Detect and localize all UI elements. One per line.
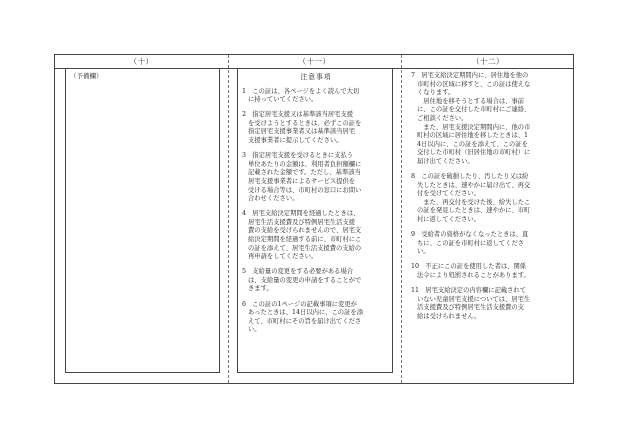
column-header-10: （十） xyxy=(129,57,154,66)
reserve-label: （予備欄） xyxy=(70,72,103,80)
column-header-12: （十二） xyxy=(472,57,504,66)
note-item: 1 この証は、各ページをよく読んで大切 に持っていてください。 xyxy=(242,87,360,104)
reserve-box xyxy=(65,68,220,373)
note-item: 6 この証の1ページの記載事項に変更が あったときは、14日以内に、この証を添 えて、市町村にその旨を届け出てくださ い。 xyxy=(242,300,363,334)
note-item: 11 居宅支給決定の内容欄に記載されて いない児童居宅支援については、居宅生 活支援費及び特例居宅生活支援費の支 給は受けられません。 xyxy=(411,287,531,320)
notes-column xyxy=(242,73,390,341)
note-item: 8 この証を破損したり、汚したり又は紛 失したときは、速やかに届け出て、再交 付を受けてください。 また、再交付を受けた後、紛失したこ の証を発見したときは、速やかに、市町 村に返してください。 xyxy=(411,173,531,223)
note-item: 7 居宅支給決定期間内に、居住地を他の 市町村の区域に移すと、この証は使えな くなります。 居住地を移そうとする場合は、事前 に、この証を交付した市町村にご連絡、 ご相談ください。 また、居宅支援決定期間内に、他の市 町村の区域に居住地を移したときは、1 4日以内に、この証を添えて、この証を 交付した市町村（旧居住地の市町村）に 届け出てください。 xyxy=(411,72,531,165)
notes-title: 注意事項 xyxy=(300,73,332,81)
note-item: 2 指定居宅支援又は基準該当居宅支援 を受けようとするときは、必ずこの証を 指定居宅支援事業者又は基準該当居宅 支援事業者に提示してください。 xyxy=(242,111,362,145)
note-item: 10 不正にこの証を使用した者は、関係 法令により処罰されることがあります。 xyxy=(411,263,530,279)
note-item: 4 居宅支給決定期間を経過したときは、 居宅生活支援費及び特例居宅生活支援 費の支給を受けられませんので、居宅支 給決定期間を経過する前に、市町村にこ の証を添えて、居宅生活支援費の支給の 再申請をしてください。 xyxy=(242,210,362,261)
column-divider xyxy=(401,55,402,383)
notes-continued-column xyxy=(411,72,567,328)
note-item: 5 支給量の変更をする必要がある場合 は、支給量の変更の申請をすることがで きます。 xyxy=(242,268,362,293)
certificate-sheet xyxy=(54,54,574,384)
column-header-row xyxy=(55,55,573,69)
column-header-11: （十一） xyxy=(298,57,331,66)
note-item: 3 指定居宅支援を受けるときに支払う 単位あたりの金額は、利用者負担額欄に 記載された金額です。ただし、基準該当 居宅支援事業者によるサービス提供を 受ける場合等は、市町村の窓口にお問い 合わせください。 xyxy=(242,152,362,203)
column-divider xyxy=(228,55,229,383)
note-item: 9 受給者の資格がなくなったときは、直 ちに、この証を市町村に返してくださ い。 xyxy=(411,231,529,256)
